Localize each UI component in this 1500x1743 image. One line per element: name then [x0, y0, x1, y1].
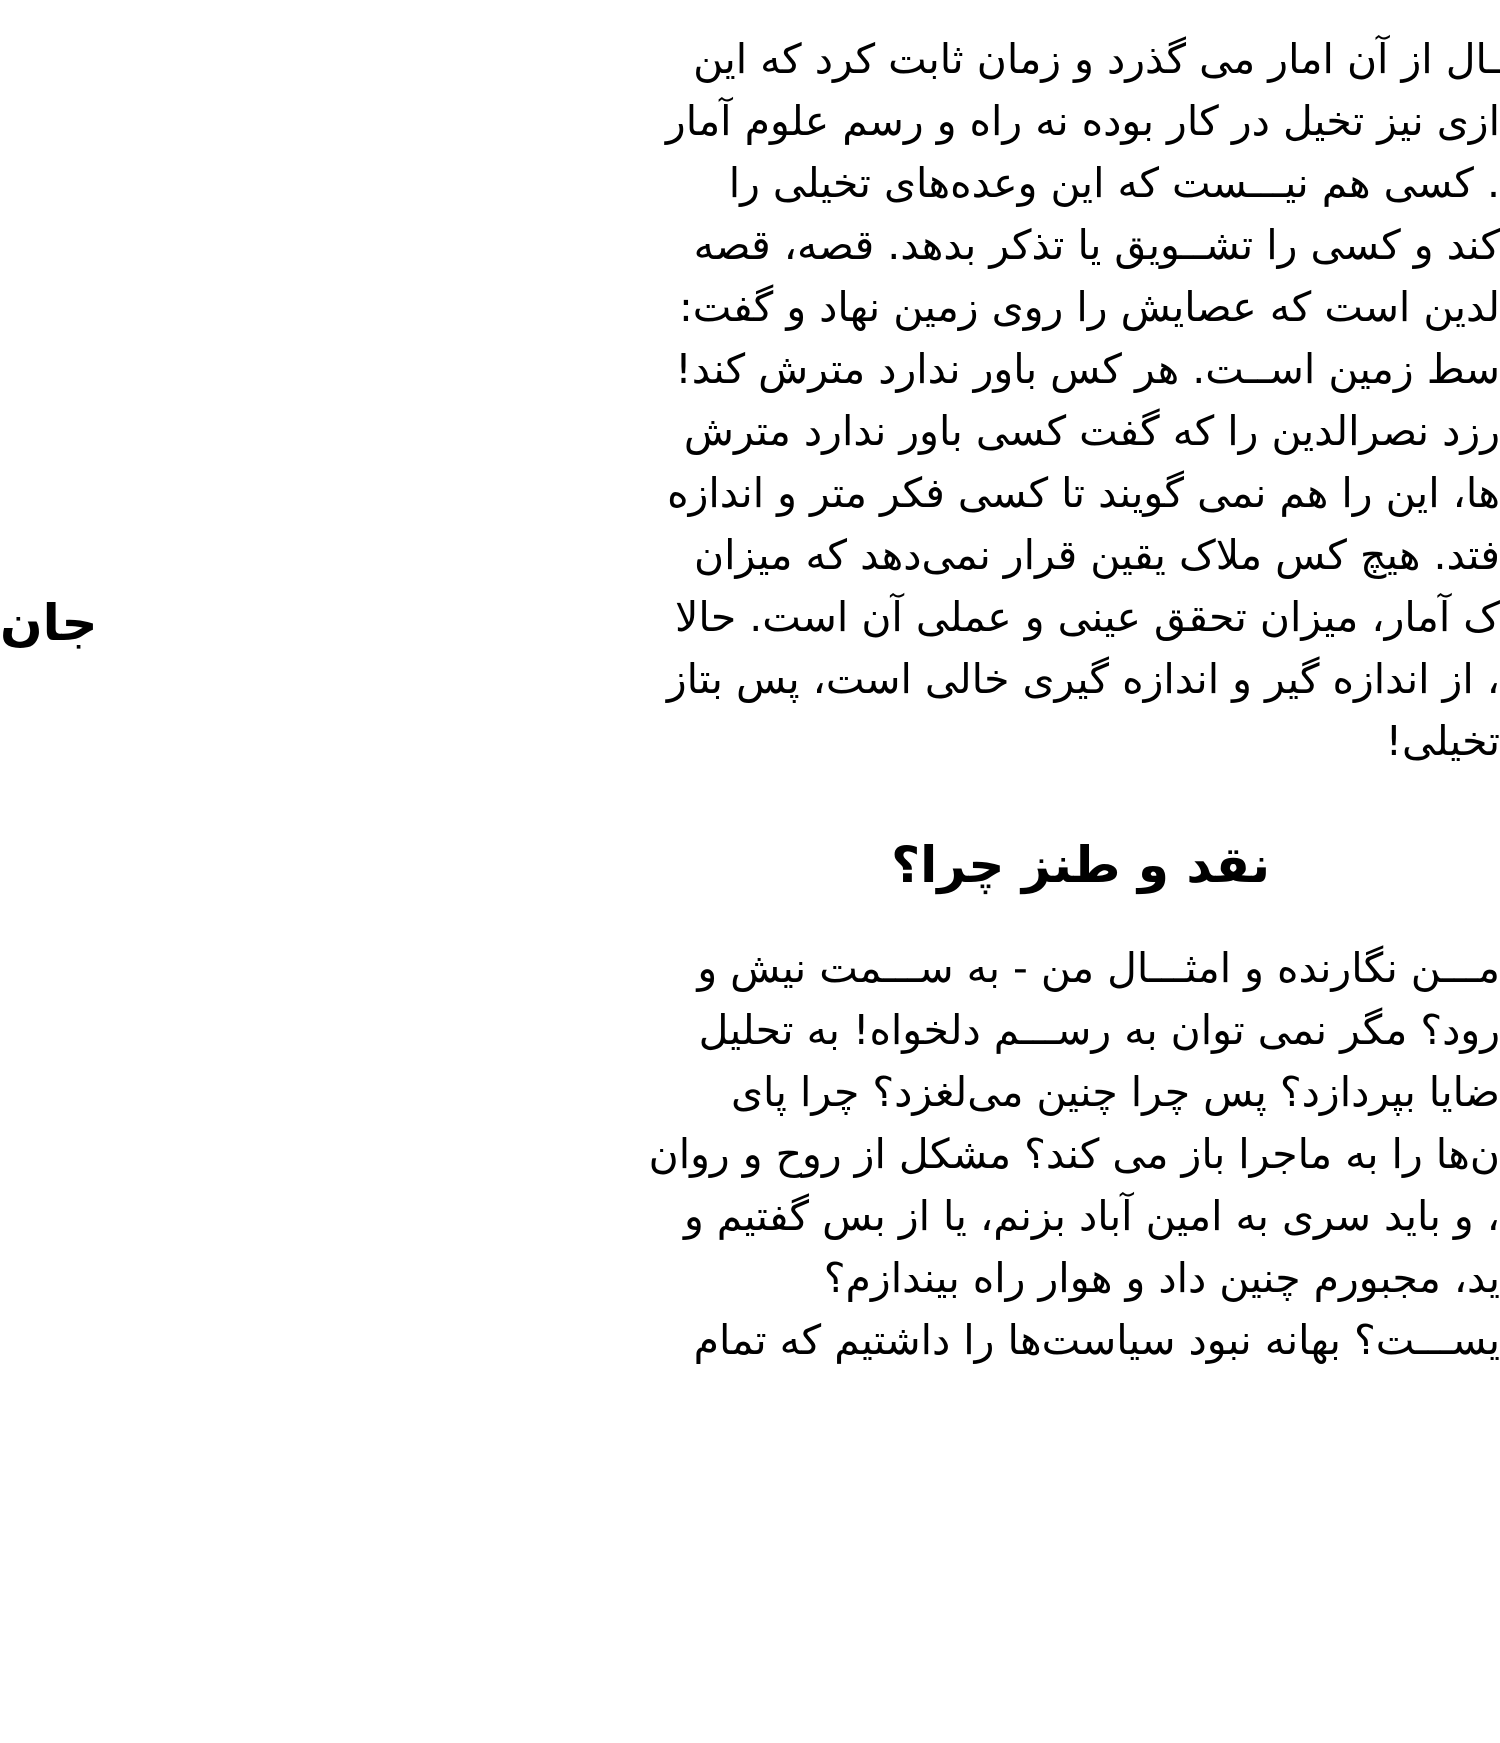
text-line: ن‌ها را به ماجرا باز می کند؟ مشکل از روح و روان: [648, 1130, 1500, 1178]
text-line: ـال از آن امار می گذرد و زمان ثابت کرد که این: [693, 35, 1500, 83]
text-line: ، از اندازه گیر و اندازه گیری خالی است، پس بتاز: [666, 655, 1500, 703]
text-line: [0, 742, 444, 804]
text-line: [0, 1052, 444, 1114]
text-line: [0, 18, 444, 80]
text-line: رود؟ مگر نمی توان به رســـم دلخواه! به تحلیل: [698, 1006, 1500, 1054]
text-line: [0, 1176, 444, 1238]
text-line: [0, 1300, 444, 1362]
text-line: . کسی هم نیـــست که این وعده‌های تخیلی را: [728, 159, 1500, 207]
text-line: ازی نیز تخیل در کار بوده نه راه و رسم علوم آمار: [665, 97, 1500, 145]
text-line: [0, 80, 444, 142]
text-line: ید، مجبورم چنین داد و هوار راه بیندازم؟: [823, 1254, 1500, 1302]
text-line: [0, 928, 444, 990]
text-line: یســـت؟ بهانه نبود سیاست‌ها را داشتیم که تمام: [693, 1316, 1500, 1364]
text-line: [0, 1114, 444, 1176]
text-line: [0, 390, 444, 452]
section-heading: جان: [0, 594, 98, 652]
text-line: ها، این را هم نمی گویند تا کسی فکر متر و اندازه: [667, 469, 1500, 517]
text-line: [0, 804, 444, 866]
text-line: [0, 142, 444, 204]
text-line: [0, 452, 444, 514]
text-line: [0, 204, 444, 266]
left-column: [0, 0, 444, 1743]
text-line: [0, 266, 444, 328]
text-line: [0, 328, 444, 390]
text-line: کند و کسی را تشــویق یا تذکر بدهد. قصه، قصه: [693, 221, 1500, 269]
text-line: رزد نصرالدین را که گفت کسی باور ندارد مترش: [683, 407, 1500, 455]
text-line: لدین است که عصایش را روی زمین نهاد و گفت:: [678, 283, 1500, 331]
text-line: [0, 866, 444, 928]
text-line: [0, 990, 444, 1052]
text-line: ک آمار، میزان تحقق عینی و عملی آن است. حالا: [675, 593, 1500, 641]
text-line: فتد. هیچ کس ملاک یقین قرار نمی‌دهد که میزان: [694, 531, 1500, 579]
text-line: مـــن نگارنده و امثـــال من - به ســـمت نیش و: [697, 944, 1500, 992]
section-heading: نقد و طنز چرا؟: [891, 836, 1270, 894]
text-line: سط زمین اســت. هر کس باور ندارد مترش کند!: [675, 345, 1500, 393]
text-line: تخیلی!: [1385, 717, 1500, 765]
right-column: [540, 0, 1500, 1743]
text-line: [0, 1238, 444, 1300]
text-line: ، و باید سری به امین آباد بزنم، یا از بس گفتیم و: [683, 1192, 1500, 1240]
text-line: [0, 680, 444, 742]
text-line: ضایا بپردازد؟ پس چرا چنین می‌لغزد؟ چرا پای: [730, 1068, 1500, 1116]
